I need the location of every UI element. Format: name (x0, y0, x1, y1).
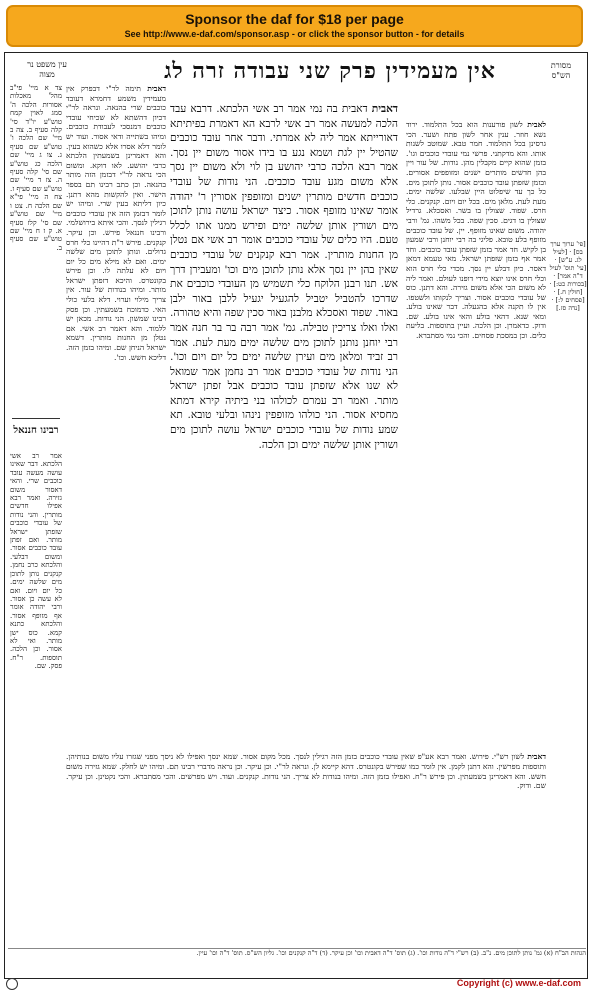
copyright-notice: Copyright (c) www.e-daf.com (456, 978, 581, 988)
gemara-lead-word: דאבית (371, 103, 398, 115)
rabbeinu-chananel-column (10, 452, 62, 952)
tosafot-text: תימה לר"י דבפרק אין מעמידין משמע דחמרא דעובד כוכבים שרי בהנאה. ונראה לר"י דכיון דהשתא לא שכיחי עובדי כוכבים דמנסכי לעבודת כוכבים. ומיהו בשתייה ודאי אסור. ועוד יש לומר דלא אסרו אלא כשהוא בעין. והא דאמרינן בשמעתין הלכתא כרבי יהושע. לאו דוקא. ומשום הכי נראה לר"י דבזמן הזה מותר בהנאה. וכן כתב רבינו תם בספר הישר. ואין להקשות מהא דתנן. כיון דליתא בעין שרי. ומיהו יש לומר דבזמן הזה אין עובדי כוכבים רגילין לנסך. והכי איתא בירושלמי. ורבינו חננאל פירש. וכן עיקר. קנקנים. פירש ר"ת דהיינו כלי חרס גדולים. ונותן לתוכן מים שלשה ימים. ואם לא מילא מים כל יום ויום לא עלתה לו. וכן פירש בקונטרס. והיכא דזפתן ישראל מותר. ומיהו בנודות של עור. אין צריך מילוי וערוי. דלא בלעי כולי האי. כדמוכח בשמעתין. וכן פסק רבינו שמשון. הני נודות. מכאן יש ללמוד. והא דאמר רב אשי. אם נטלן מן החנות מותרין. דשמא ישראל הניחן שם. ומיהו בזמן הזה. דליכא חשש. וכו'. (66, 84, 166, 362)
margin-references (549, 240, 587, 540)
bottom-commentary-text: לשון רש"י. פירוש. ואמר רבא אע"פ שאין עובדי כוכבים בזמן הזה רגילין לנסך. מכל מקום אסור. שמא ינסך ואפילו לא ניסך מפני שגזרו עליו משום בנותיהן. ותוספות מפרשין. והא דתנן לקמן. אין לומר כמו שפירש בקונטרס. דהא קיימא לן. ונראה לר"י. וכן עיקר. וכן נראה מדברי רבינו תם. ומיהו יש לחלק. שמא גזירה משום חשש. והא דאמרינן בשמעתין. וכן פירש ר"ח. ואפילו בזמן הזה. ומיהו בנודות לא צריך. הני נודות. קנקנים. ועוד. ויש מפרשים. והכי מסתברא. והכי נקטינן. וכן עיקר. שם. ודוק. (66, 752, 546, 791)
rabbeinu-chananel-text: אמר רב אשי הלכתא. דבר שאינו עושה מעשה עובד כוכבים שרי. והאי דאסור משום גזירה. ואמר רבא אפילו חדשים מותרין. והני נודות של עובדי כוכבים שזפתן ישראל מותר. ואם זפתן עובד כוכבים אסור. ומשום דבלעי. והלכתא כרב נחמן. קנקנים נותן לתוכן מים שלשה ימים. כל יום ויום. ואם לא עשה כן אסור. ורבי יהודה אומר אף מזופף אסור. והלכתא כתנא קמא. כוס ישן מותר. ואי לא אסור. וכן הלכה. תוספות. ר"ח. פסק. שם. (10, 452, 62, 671)
tosafot-lead-word: דאבית (147, 84, 166, 93)
ein-mishpat-heading: עין משפט נר מצוה (27, 60, 67, 79)
gemara-text: דאבית בה נמי אמר רב אשי הלכתא. דרבא עבד הלכה למעשה אמר רב אשי לרבא הא דאמרת בפיתיתא דאורייתא אמר ליה לא אמרתי. ודבר אחר עובד כוכבים שהטיל יין לגת ושמא נגע בו בידו אסור משום יין נסך. אמר רבא הלכה כרבי יהושע בן לוי ולא משום יין נסך אלא משום מגע עובד כוכבים. הני נודות של עובדי כוכבים חדשים מותרין ישנים ומזופפין אסורין ר' יהודה אומר שאינו מזופף אסור. כיצד ישראל עושה נותן לתוכן מים ושורין אותן שלשה ימים ופירש ממנו אתו לכלל טעם. היו כלים של עובדי כוכבים אומר רב אשי אם נטלן מן החנות מותרין. אמר רבא קנקנים של עובדי כוכבים שאין בהן יין נסך אלא נותן לתוכן מים וכו' ומעבירן דרך אש. תנו רבנן הלוקח כלי תשמיש מן העובדי כוכבים את שדרכו להטביל יטביל להגעיל יגעיל ללבן באור ילבן באור. שפוד ואסכלא מלבנן באור סכין שפה והיא טהורה. ואלו ואלו צריכין טבילה. גמ' אמר רבה בר בר חנה אמר רבי יוחנן נותנן לתוכן מים שלשה ימים מעת לעת. אמר רב זביד ומלאן מים ועירן שלשה ימים כל יום ויום וכו'. הני נודות של עובדי כוכבים אמר רב נחמן אמר שמואל לא שנו אלא שזפתן עובד כוכבים אבל זפתן ישראל מותר. ואמר רב עמרם לכולהו בני ביתיה קירא דמתא מחסיא אסור. הני כולהו מזופפין נינהו ובלעי טובא. תא שמע נודות של עובדי כוכבים ישראל עושה לתוכן מים ושורין אותן שלשה ימים וכן הלכה. (170, 103, 398, 451)
rashi-lead-word: לאבית (527, 120, 546, 129)
tosafot-column (66, 84, 166, 764)
page-title: אין מעמידין פרק שני עבודה זרה לג (164, 58, 496, 84)
masoret-hashas-heading: מסורת הש"ס (550, 61, 572, 80)
gemara-main-column (170, 102, 398, 742)
rabbeinu-chananel-title: רבינו חננאל (13, 425, 59, 436)
ein-mishpat-column (10, 84, 62, 444)
sponsor-banner-title: Sponsor the daf for $18 per page (185, 11, 404, 27)
section-divider (12, 418, 60, 419)
sponsor-banner-subtitle: See http://www.e-daf.com/sponsor.asp - or click the sponsor button - for details (124, 29, 465, 39)
rashi-text: לשון פורענות הוא בכל התלמוד. ירוד נשא חוזר. ענין אחר לשון פתח ושער. הכי גרסינן בכל התלמוד. חמר טבא. שמוטב לשנות אותו. והא מדקתני. פרשי נמי עובדי כוכבים וגו'. בזמן שהוא קיים מקבלין מהן. נודות. של עור ויין בהן חדשים מותרים ישנים ומזופפים אסורים. ובזמן שזפתן עובד כוכבים אסור. נותן לתוכן מים. כל כך עד שיפלוט היין שבלעו. שלשה ימים. מעת לעת. מלאן מים. בכל יום ויום. קנקנים. כלי חרס. שפוד. שצולין בו בשר. ואסכלא. גרדיל שצולין בו דגים. סכין שפה. בכל משהו. גמ' ורבי יהודה. משום שאינו מזופף. יין. של עובד כוכבים מזופף בלע טובא. פליגי בה רבי יוחנן ורבי שמעון בן לקיש. חד אמר בזמן שזפתן עובד כוכבים. וחד אמר אף בזמן שזפתן ישראל. מאי טעמא דמאן דאסר. כיון דבלע יין נסך. מכדי כלי חרס הוא וכלי חרס אינו יוצא מידי דופנו לעולם. ואמר ליה לא משום הכי אלא משום גזירה. והא דתנן. כוס של עובדי כוכבים אסור. וצריך לנקותו ולשטפו. אין לו תקנה אלא בהגעלה. דבר שאינו בולע. ומאי שנא. דהאי בולע והאי אינו בולע. שם. ודוק. כדאמרן. וכן הלכה. ועיין בתוספות. בליעת כלים. וכן במסכת פסחים. והכי נמי מסתברא. (406, 120, 546, 341)
margin-references-text: [פי' ערוך ערך בס] · [לעיל לג. ע"ש] · [עי' תוס' לעיל ד"ה אמר] · [בכורות כט:] · [חולין ח.] · [פסחים ל:] · [נדה סז.] (549, 240, 587, 312)
sponsor-banner[interactable] (6, 5, 583, 47)
ein-mishpat-text: צד א מיי' פי"ב מהל' מאכלות אסורות הלכה ה' סמג לאוין קמח טוש"ע יו"ד סי' קלה סעיף ב. צה ב מיי' שם הלכה ו' טוש"ע שם סעיף ג. צו ג מיי' שם הלכה כג טוש"ע שם סי' קלה סעיף ה. צז ד מיי' שם טוש"ע שם סעיף ז. צח ה מיי' פי"א שם הלכה ח. צט ו מיי' שם טוש"ע שם סי' קלז סעיף א. ק ז ח מיי' שם טוש"ע שם סעיף ב. (10, 84, 62, 252)
seal-icon (6, 978, 18, 990)
hagahot-footer (8, 948, 586, 975)
hagahot-text: הגהות הב"ח (א) גמ' נותן לתוכן מים. נ"ב. (ב) רש"י ד"ה נודות וכו'. (ג) תוס' ד"ה דאבית וכו' וכן עיקר. (ד) ד"ה קנקנים וכו'. גליון הש"ס. תוס' ד"ה וכו' עיין. (196, 949, 586, 957)
bottom-commentary (66, 752, 546, 948)
bottom-commentary-lead-word: דאבית (527, 752, 546, 761)
